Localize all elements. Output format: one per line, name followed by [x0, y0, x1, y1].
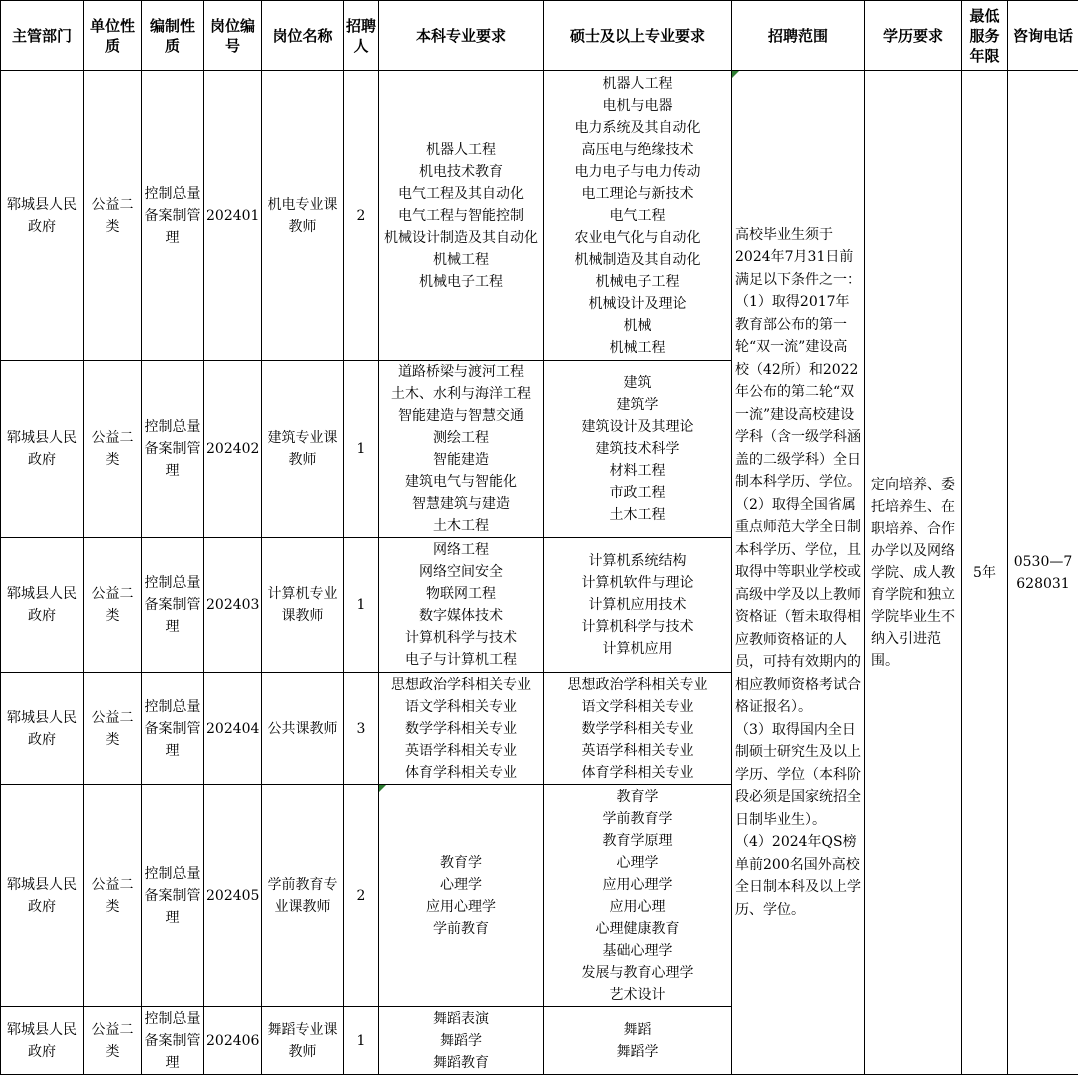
major-item: 高压电与绝缘技术 [581, 141, 694, 158]
major-item: 发展与教育心理学 [581, 964, 694, 981]
dept-cell: 郓城县人民政府 [1, 361, 84, 538]
unit-type-cell: 公益二类 [84, 785, 142, 1007]
header-row [1, 1, 1078, 71]
header-name: 岗位名称 [262, 1, 344, 71]
count-cell: 2 [344, 785, 379, 1007]
staffing-cell: 控制总量备案制管理 [142, 673, 204, 785]
bachelor-majors-cell [379, 673, 544, 785]
header-scope: 招聘范围 [732, 1, 865, 71]
major-item: 市政工程 [609, 485, 666, 501]
master-majors-cell [544, 361, 732, 538]
major-item: 土木工程 [609, 507, 666, 523]
dept-cell: 郓城县人民政府 [1, 1007, 84, 1075]
major-item: 测绘工程 [433, 430, 489, 446]
header-code: 岗位编号 [204, 1, 262, 71]
major-item: 电机与电器 [602, 97, 673, 114]
code-cell: 202405 [204, 785, 262, 1007]
header-unit-type: 单位性质 [84, 1, 142, 71]
code-cell: 202404 [204, 673, 262, 785]
major-item: 舞蹈学 [440, 1032, 482, 1049]
bachelor-majors-cell [379, 538, 544, 673]
major-item: 计算机科学与技术 [405, 630, 517, 646]
header-dept: 主管部门 [1, 1, 84, 71]
major-item: 数字媒体技术 [419, 608, 503, 624]
unit-type-cell: 公益二类 [84, 361, 142, 538]
master-majors-cell [544, 673, 732, 785]
bachelor-majors-cell [379, 71, 544, 361]
major-item: 智能建造 [433, 452, 489, 468]
major-item: 心理学 [616, 854, 659, 871]
major-item: 数学学科相关专业 [405, 720, 517, 737]
code-cell: 202402 [204, 361, 262, 538]
scope-condition-3: （3）取得国内全日制硕士研究生及以上学历、学位（本科阶段必须是国家统招全日制毕业生）。 [735, 721, 861, 828]
position-name-cell: 公共课教师 [262, 673, 344, 785]
major-item: 机器人工程 [426, 141, 496, 158]
major-item: 语文学科相关专业 [405, 698, 517, 715]
major-item: 基础心理学 [602, 942, 673, 959]
major-item: 电气工程及其自动化 [398, 185, 524, 202]
major-item: 艺术设计 [609, 986, 666, 1003]
major-item: 计算机应用技术 [588, 597, 687, 613]
major-item: 电力系统及其自动化 [574, 119, 701, 136]
major-item: 建筑技术科学 [595, 441, 680, 457]
major-item: 机械工程 [609, 339, 666, 356]
header-bachelor: 本科专业要求 [379, 1, 544, 71]
major-item: 道路桥梁与渡河工程 [398, 364, 524, 380]
bachelor-majors-cell [379, 1007, 544, 1075]
major-item: 土木工程 [433, 518, 489, 534]
header-staffing: 编制性质 [142, 1, 204, 71]
major-item: 建筑设计及其理论 [581, 419, 694, 435]
major-item: 教育学 [616, 788, 659, 805]
scope-condition-2: （2）取得全国省属重点师范大学全日制本科学历、学位，且取得中等职业学校或高级中学及以上教师资格证（暂未取得相应教师资格证的人员，可持有效期内的相应教师资格考试合格证报名）。 [735, 496, 861, 716]
staffing-cell: 控制总量备案制管理 [142, 538, 204, 673]
staffing-cell: 控制总量备案制管理 [142, 71, 204, 361]
major-item: 机械电子工程 [419, 273, 503, 290]
major-item: 舞蹈学 [616, 1043, 659, 1060]
master-majors-cell [544, 785, 732, 1007]
dept-cell: 郓城县人民政府 [1, 673, 84, 785]
bachelor-majors-cell [379, 785, 544, 1007]
major-item: 电工理论与新技术 [581, 185, 694, 202]
major-item: 智慧建筑与建造 [412, 496, 510, 512]
code-cell: 202406 [204, 1007, 262, 1075]
major-item: 电气工程 [609, 207, 666, 224]
major-item: 网络空间安全 [419, 564, 503, 580]
major-item: 舞蹈 [623, 1021, 652, 1038]
recruitment-scope-cell [732, 71, 865, 1075]
major-item: 学前教育 [433, 920, 489, 937]
major-item: 建筑电气与智能化 [405, 474, 517, 490]
major-item: 舞蹈表演 [433, 1010, 489, 1027]
unit-type-cell: 公益二类 [84, 673, 142, 785]
unit-type-cell: 公益二类 [84, 71, 142, 361]
code-cell: 202403 [204, 538, 262, 673]
major-item: 计算机科学与技术 [581, 619, 694, 635]
min-service-cell: 5年 [962, 71, 1008, 1075]
major-item: 机械电子工程 [595, 273, 680, 290]
major-item: 机械设计制造及其自动化 [384, 229, 538, 246]
major-item: 思想政治学科相关专业 [567, 676, 708, 693]
scope-intro: 高校毕业生须于2024年7月31日前满足以下条件之一： [735, 226, 861, 288]
major-item: 农业电气化与自动化 [574, 229, 701, 246]
major-item: 应用心理学 [426, 898, 496, 915]
scope-condition-4: （4）2024年QS榜单前200名国外高校全日制本科及以上学历、学位。 [735, 834, 861, 918]
master-majors-cell [544, 538, 732, 673]
header-min-service: 最低服务年限 [962, 1, 1008, 71]
major-item: 材料工程 [609, 463, 666, 479]
position-name-cell: 建筑专业课教师 [262, 361, 344, 538]
header-master: 硕士及以上专业要求 [544, 1, 732, 71]
major-item: 舞蹈教育 [433, 1054, 489, 1071]
major-item: 心理健康教育 [595, 920, 680, 937]
count-cell: 3 [344, 673, 379, 785]
bachelor-majors-cell [379, 361, 544, 538]
position-name-cell: 机电专业课教师 [262, 71, 344, 361]
major-item: 计算机软件与理论 [581, 575, 694, 591]
header-education: 学历要求 [865, 1, 962, 71]
major-item: 体育学科相关专业 [405, 764, 517, 781]
position-name-cell: 学前教育专业课教师 [262, 785, 344, 1007]
header-count: 招聘人 [344, 1, 379, 71]
scope-condition-1: （1）取得2017年教育部公布的第一轮“双一流”建设高校（42所）和2022年公布的第二轮“双一流”建设高校建设学科（含一级学科涵盖的二级学科）全日制本科学历、学位。 [735, 294, 861, 491]
header-phone: 咨询电话 [1008, 1, 1078, 71]
staffing-cell: 控制总量备案制管理 [142, 785, 204, 1007]
major-item: 电力电子与电力传动 [574, 163, 701, 180]
code-cell: 202401 [204, 71, 262, 361]
major-item: 语文学科相关专业 [581, 698, 694, 715]
phone-cell: 0530—7628031 [1008, 71, 1078, 1075]
staffing-cell: 控制总量备案制管理 [142, 1007, 204, 1075]
table-row [1, 71, 1078, 361]
major-item: 心理学 [440, 876, 482, 893]
unit-type-cell: 公益二类 [84, 538, 142, 673]
major-item: 机械 [623, 317, 652, 334]
position-name-cell: 舞蹈专业课教师 [262, 1007, 344, 1075]
major-item: 教育学 [440, 854, 482, 871]
position-name-cell: 计算机专业课教师 [262, 538, 344, 673]
major-item: 机械制造及其自动化 [574, 251, 701, 268]
major-item: 电子与计算机工程 [405, 652, 517, 668]
major-item: 教育学原理 [602, 832, 673, 849]
major-item: 数学学科相关专业 [581, 720, 694, 737]
major-item: 英语学科相关专业 [581, 742, 694, 759]
major-item: 智能建造与智慧交通 [398, 408, 524, 424]
major-item: 思想政治学科相关专业 [391, 676, 531, 693]
major-item: 英语学科相关专业 [405, 742, 517, 759]
major-item: 学前教育学 [602, 810, 673, 827]
major-item: 应用心理 [609, 898, 666, 915]
major-item: 机械工程 [433, 251, 489, 268]
major-item: 机电技术教育 [419, 163, 503, 180]
master-majors-cell [544, 1007, 732, 1075]
master-majors-cell [544, 71, 732, 361]
dept-cell: 郓城县人民政府 [1, 785, 84, 1007]
major-item: 机器人工程 [602, 75, 673, 92]
staffing-cell: 控制总量备案制管理 [142, 361, 204, 538]
count-cell: 1 [344, 538, 379, 673]
major-item: 土木、水利与海洋工程 [391, 386, 531, 402]
major-item: 建筑 [623, 375, 652, 391]
major-item: 建筑学 [616, 397, 659, 413]
count-cell: 1 [344, 1007, 379, 1075]
major-item: 电气工程与智能控制 [398, 207, 524, 224]
unit-type-cell: 公益二类 [84, 1007, 142, 1075]
count-cell: 2 [344, 71, 379, 361]
major-item: 体育学科相关专业 [581, 764, 694, 781]
dept-cell: 郓城县人民政府 [1, 538, 84, 673]
major-item: 机械设计及理论 [588, 295, 687, 312]
count-cell: 1 [344, 361, 379, 538]
major-item: 物联网工程 [426, 586, 496, 602]
major-item: 计算机系统结构 [588, 553, 687, 569]
major-item: 计算机应用 [602, 641, 673, 657]
dept-cell: 郓城县人民政府 [1, 71, 84, 361]
major-item: 应用心理学 [602, 876, 673, 893]
education-requirement-cell: 定向培养、委托培养生、在职培养、合作办学以及网络学院、成人教育学院和独立学院毕业生不纳入引进范围。 [865, 71, 962, 1075]
major-item: 网络工程 [433, 542, 489, 558]
